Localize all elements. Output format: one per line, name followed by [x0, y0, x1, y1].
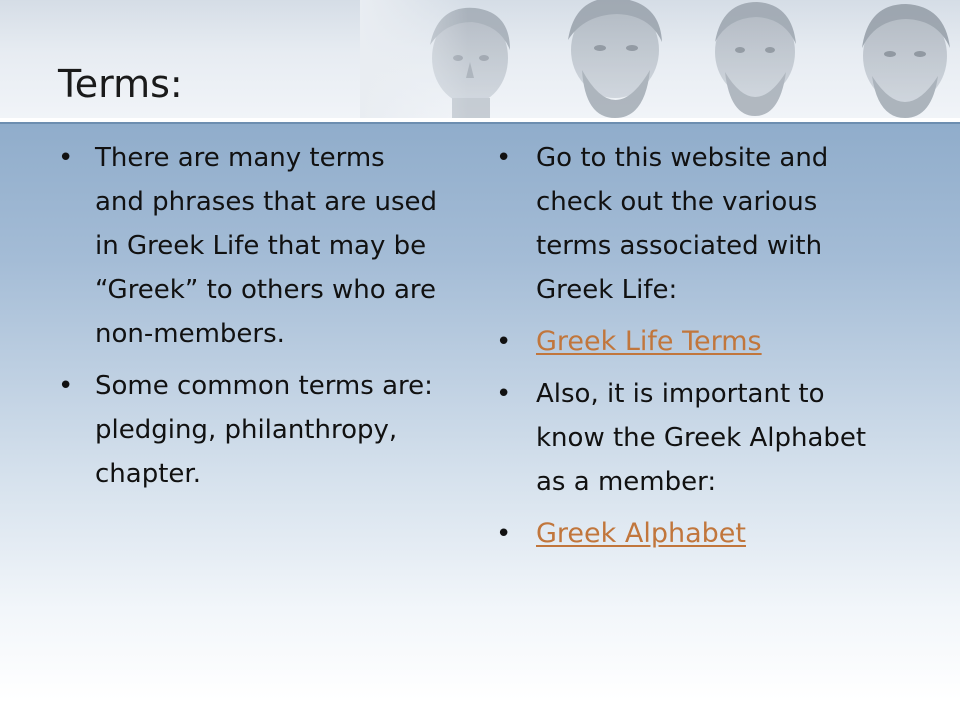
list-item-text: Go to this website and check out the various terms associated with Greek Life:	[536, 143, 829, 305]
list-item	[58, 364, 440, 496]
list-item-text: Also, it is important to know the Greek Alphabet as a member:	[536, 379, 867, 497]
bullet-icon: •	[58, 371, 74, 401]
slide-title: Terms:	[58, 62, 183, 106]
bullet-icon: •	[496, 143, 512, 173]
list-item-text: There are many terms and phrases that are used in Greek Life that may be “Greek” to others who are non-members.	[95, 143, 438, 349]
bullet-icon: •	[496, 379, 512, 409]
list-item-text: Some common terms are: pledging, philanthropy, chapter.	[95, 371, 433, 489]
title-divider-shadow	[0, 122, 960, 124]
bullet-icon: •	[58, 143, 74, 173]
bullet-icon: •	[496, 519, 512, 549]
title-band	[0, 0, 960, 118]
list-item	[496, 136, 900, 312]
list-item	[58, 136, 440, 356]
greek-life-terms-link[interactable]: Greek Life Terms	[536, 326, 762, 357]
right-bullet-list	[496, 136, 900, 556]
left-bullet-list	[58, 136, 440, 496]
right-column	[496, 136, 900, 564]
greek-statues-image	[360, 0, 960, 118]
left-column	[58, 136, 440, 504]
bullet-icon: •	[496, 327, 512, 357]
list-item	[496, 512, 900, 556]
greek-alphabet-link[interactable]: Greek Alphabet	[536, 518, 746, 549]
list-item	[496, 320, 900, 364]
list-item	[496, 372, 900, 504]
